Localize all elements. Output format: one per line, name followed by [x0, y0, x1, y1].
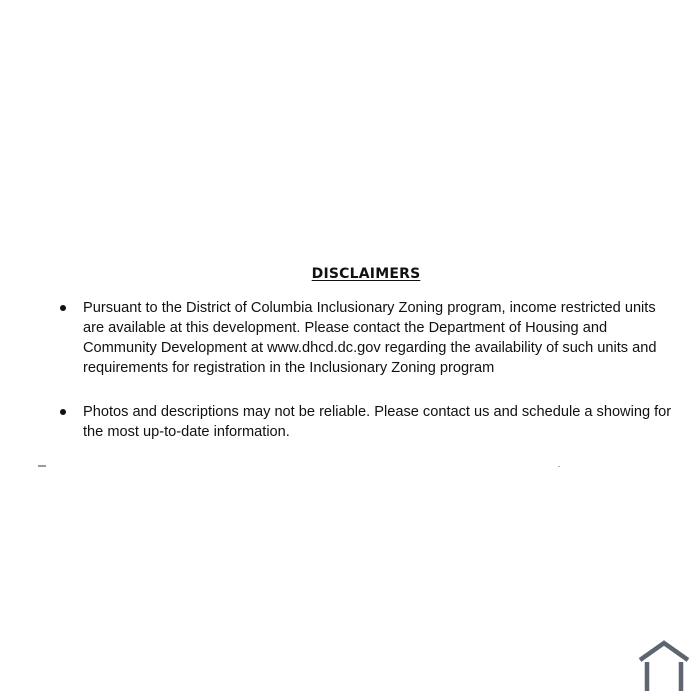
disclaimer-item [58, 298, 678, 378]
house-outline-icon [637, 640, 691, 692]
disclaimer-text: Photos and descriptions may not be reliable. Please contact us and schedule a showing for the most up-to-date information. [83, 404, 672, 440]
scan-mark [38, 465, 46, 467]
disclaimer-text: Pursuant to the District of Columbia Inclusionary Zoning program, income restricted units are available at this development. Please contact the Department of Housing and Community Development at www.dhcd.dc.gov regarding the availability of such units and requirements for registration in the Inclusionary Zoning program [83, 300, 657, 376]
bullet-icon [60, 305, 66, 311]
disclaimer-item [58, 402, 678, 442]
scan-mark [558, 466, 560, 467]
bullet-icon [60, 409, 66, 415]
disclaimer-list [58, 298, 678, 442]
disclaimers-heading: DISCLAIMERS [311, 266, 421, 282]
